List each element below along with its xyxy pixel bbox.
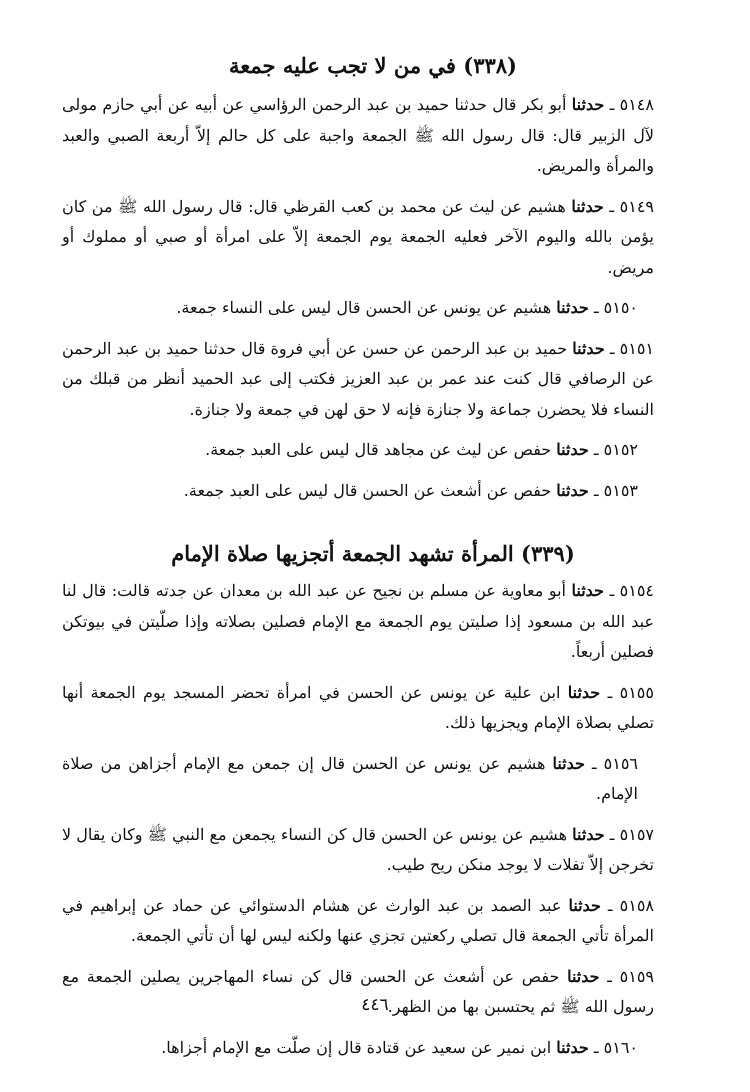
hadith-paragraph — [62, 749, 684, 810]
hadith-number: ٥١٥٨ ـ — [607, 895, 655, 915]
hadith-paragraph — [62, 820, 684, 881]
hadith-lead-word: حدثنا — [572, 338, 605, 358]
hadith-number: ٥١٥٠ ـ — [593, 298, 638, 317]
hadith-paragraph — [62, 435, 684, 466]
chapter-heading-339: (٣٣٩) المرأة تشهد الجمعة أتجزيها صلاة الإمام — [171, 541, 575, 566]
hadith-paragraph — [62, 1033, 684, 1064]
hadith-lead-word: حدثنا — [568, 895, 601, 915]
hadith-paragraph — [62, 678, 684, 739]
hadith-lead-word: حدثنا — [571, 581, 604, 600]
hadith-lead-word: حدثنا — [552, 753, 585, 773]
hadith-lead-word: حدثنا — [556, 480, 589, 500]
hadith-paragraph — [62, 891, 684, 952]
hadith-text: ابن علية عن يونس عن الحسن في امرأة تحضر المسجد يوم الجمعة أنها تصلي بصلاة الإمام ويجزيها ذلك. — [62, 682, 654, 732]
hadith-text: هشيم عن يونس عن الحسن قال كن النساء يجمعن مع النبي ﷺ وكان يقال لا تخرجن إلاّ تفلات لا يوجد منكن ريح طيب. — [62, 824, 654, 874]
section-338 — [62, 90, 684, 506]
hadith-lead-word: حدثنا — [567, 966, 600, 986]
hadith-text: حفص عن ليث عن مجاهد قال ليس على العبد جمعة. — [205, 440, 552, 459]
hadith-lead-word: حدثنا — [571, 196, 604, 216]
hadith-paragraph — [62, 293, 684, 324]
hadith-number: ٥١٥٥ ـ — [607, 682, 654, 702]
hadith-text: هشيم عن يونس عن الحسن قال إن جمعن مع الإمام أجزاهن من صلاة الإمام. — [62, 753, 638, 803]
hadith-number: ٥١٥٣ ـ — [593, 480, 638, 500]
hadith-number: ٥١٥٤ ـ — [609, 581, 655, 600]
hadith-number: ٥١٥١ ـ — [609, 338, 654, 358]
hadith-paragraph — [62, 476, 684, 507]
hadith-number: ٥١٥٦ ـ — [591, 753, 639, 773]
hadith-paragraph — [62, 90, 684, 182]
hadith-text: عبد الصمد بن عبد الوارث عن هشام الدستوائي عن حماد عن إبراهيم في المرأة تأتي الجمعة قال تصلي ركعتين تجزي عنها ولكنه ليس لها أن تأتي الجمعة. — [62, 895, 654, 945]
hadith-lead-word: حدثنا — [556, 1037, 589, 1057]
hadith-text: هشيم عن ليث عن محمد بن كعب القرظي قال: قال رسول الله ﷺ من كان يؤمن بالله واليوم الآخر فعليه الجمعة يوم الجمعة إلاّ على امرأة أو صبي أو مملوك أو مريض. — [62, 196, 654, 277]
hadith-paragraph — [62, 192, 684, 284]
hadith-number: ٥١٤٨ ـ — [609, 95, 654, 114]
hadith-lead-word: حدثنا — [556, 440, 589, 459]
section-339 — [62, 576, 684, 1063]
hadith-number: ٥١٥٧ ـ — [609, 824, 654, 844]
hadith-number: ٥١٥٢ ـ — [593, 440, 638, 459]
chapter-heading-338: (٣٣٨) في من لا تجب عليه جمعة — [229, 53, 517, 78]
hadith-number: ٥١٦٠ ـ — [593, 1037, 638, 1057]
hadith-text: أبو معاوية عن مسلم بن نجيح عن عبد الله بن معدان عن جدته قالت: قال لنا عبد الله بن مسعود إذا صليتن يوم الجمعة مع الإمام فصلين بصلاته وإذا صلّيتن في بيوتكن فصلين أربعاً. — [62, 581, 654, 661]
hadith-text: ابن نمير عن سعيد عن قتادة قال إن صلّت مع الإمام أجزاها. — [161, 1037, 552, 1057]
hadith-lead-word: حدثنا — [556, 298, 589, 317]
hadith-text: هشيم عن يونس عن الحسن قال ليس على النساء جمعة. — [176, 298, 552, 317]
hadith-number: ٥١٤٩ ـ — [609, 196, 655, 216]
hadith-paragraph — [62, 576, 684, 668]
hadith-lead-word: حدثنا — [572, 824, 605, 844]
page-number: ٤٤٦ — [361, 995, 389, 1015]
hadith-text: أبو بكر قال حدثنا حميد بن عبد الرحمن الرؤاسي عن أبيه عن أبي حازم مولى لآل الزبير قال: قال رسول الله ﷺ الجمعة واجبة على كل حالم إلاّ أربعة الصبي والعبد والمرأة والمريض. — [62, 95, 654, 175]
hadith-text: حميد بن عبد الرحمن عن حسن عن أبي فروة قال حدثنا حميد بن عبد الرحمن عن الرصافي قال كنت عند عمر بن عبد العزيز فكتب إلى عبد الحميد أنظر من قبلك من النساء فلا يحضرن جماعة ولا جنازة فإنه لا حق لهن في جمعة ولا جنازة. — [62, 338, 654, 419]
page-body — [62, 48, 684, 1073]
hadith-lead-word: حدثنا — [571, 95, 605, 114]
hadith-lead-word: حدثنا — [567, 682, 601, 702]
hadith-text: حفص عن أشعث عن الحسن قال كن نساء المهاجرين يصلين الجمعة مع رسول الله ﷺ ثم يحتسبن بها من الظهر. — [62, 966, 654, 1016]
hadith-paragraph — [62, 334, 684, 426]
hadith-text: حفص عن أشعث عن الحسن قال ليس على العبد جمعة. — [183, 480, 552, 500]
hadith-number: ٥١٥٩ ـ — [607, 966, 655, 986]
